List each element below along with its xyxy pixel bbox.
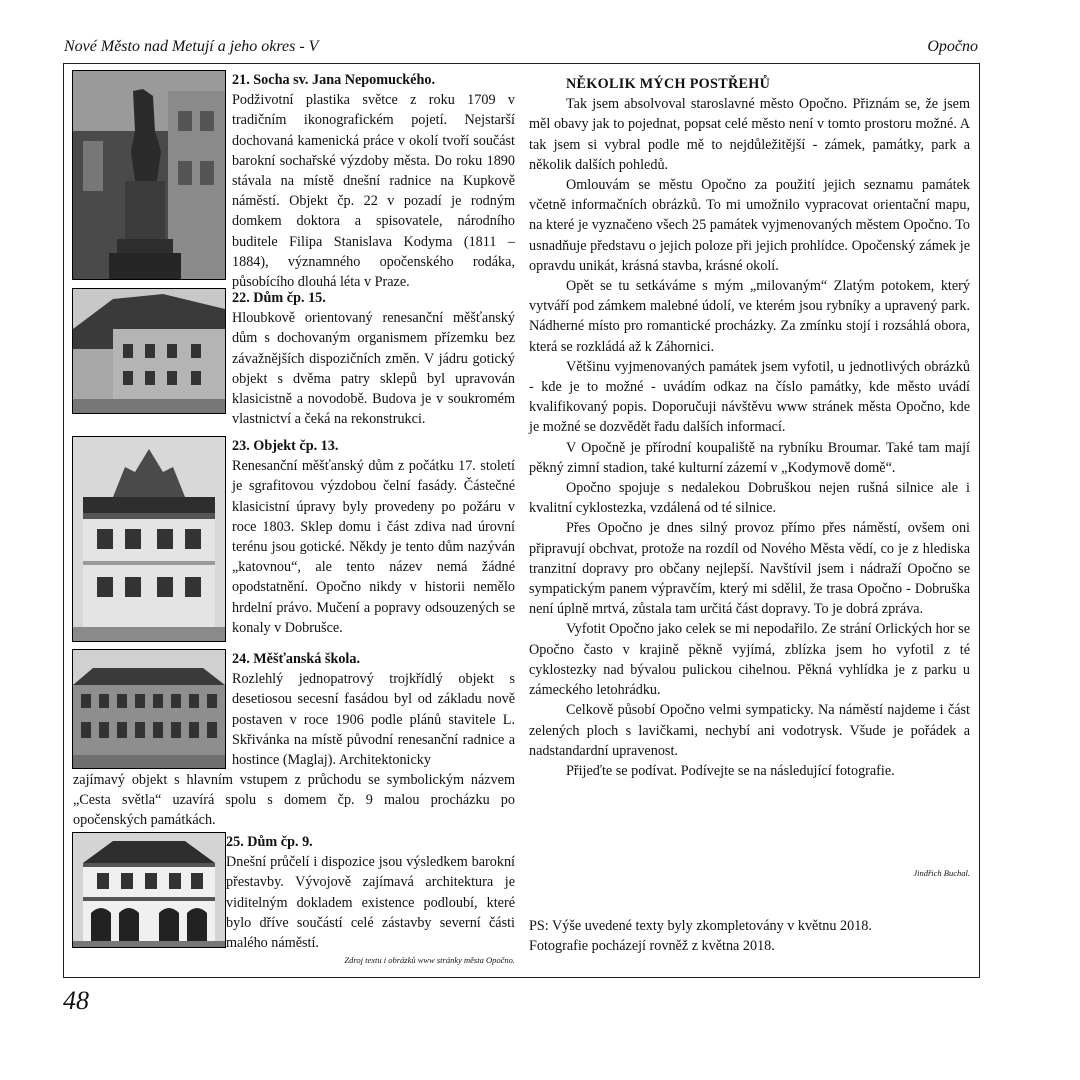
article-paragraph: Omlouvám se městu Opočno za použití jejich seznamu památek včetně informačních obrázků. To mi umožnilo vypracovat orientační mapu, na které je vyznačeno všech 25 památek vyjmenovaných městem Opočno. To usnadňuje představu o jejich poloze při jejich prohlídce. Opočenský zámek je opravdu unikát, krásná stavba, krásné okolí.: [529, 177, 970, 274]
postscript: [529, 916, 959, 956]
photo-object-13: [72, 436, 226, 642]
monument-24-text-continued: zajímavý objekt s hlavním vstupem z průchodu se symbolickým názvem „Cesta světla“ uzavírá spolu s domem čp. 9 malou procházku po opočenských památkách.: [73, 772, 515, 829]
article-paragraph: Většinu vyjmenovaných památek jsem vyfotil, u jednotlivých obrázků - kde je to možné - uvádím odkaz na číslo památky, kde město uvádí kvalifikovaný popis. Doporučuji návštěvu www stránek města Opočno, kde je možné se dozvědět řadu dalších informací.: [529, 358, 970, 436]
page-number: 48: [63, 986, 89, 1015]
article-paragraph: Přijeďte se podívat. Podívejte se na následující fotografie.: [566, 762, 895, 779]
monument-25: [226, 832, 515, 953]
photo-school: [72, 649, 226, 769]
monument-22-title: 22. Dům čp. 15.: [232, 290, 326, 306]
photo-statue: [72, 70, 226, 280]
article-paragraph: Přes Opočno je dnes silný provoz přímo přes náměstí, ovšem oni připravují obchvat, protože na rozdíl od Nového Města vědí, co je z hlediska tranzitní dopravy pro občany nejlepší. Navštívil jsem i nádraží Opočno se sympatickým panem výpravčím, který mi sdělil, že trasa Opočno - Dobruška není úplně mrtvá, zůstala tam určitá část dopravy. To je dobrá zpráva.: [529, 520, 970, 618]
author-signature: Jindřich Buchal.: [913, 868, 970, 878]
monument-21-title: 21. Socha sv. Jana Nepomuckého.: [232, 72, 435, 88]
monument-25-title: 25. Dům čp. 9.: [226, 834, 313, 850]
article-paragraph: Vyfotit Opočno jako celek se mi nepodařilo. Ze strání Orlických hor se Opočno často v krajině pěkně vyjímá, zblízka jsem ho vyfotil z té cyklostezky nad bývalou pulickou cihelnou. Pěkná vyhlídka je z parku u zámeckého letohrádku.: [529, 621, 970, 699]
monument-23-title: 23. Objekt čp. 13.: [232, 438, 339, 454]
article: [529, 74, 970, 781]
article-paragraph: Opočno spojuje s nedalekou Dobruškou nejen rušná silnice ale i kvalitní cyklostezka, vzdálená od té silnice.: [529, 480, 970, 517]
source-note: Zdroj textu i obrázků www stránky města Opočno.: [344, 955, 515, 965]
postscript-line: PS: Výše uvedené texty byly zkompletovány v květnu 2018.: [529, 918, 872, 934]
monument-24: [232, 649, 515, 770]
monument-23: [232, 436, 515, 638]
running-header-left: Nové Město nad Metují a jeho okres - V: [64, 38, 319, 55]
monument-24-title: 24. Měšťanská škola.: [232, 651, 361, 667]
postscript-line: Fotografie pocházejí rovněž z května 2018.: [529, 938, 775, 955]
monument-25-text: Dnešní průčelí i dispozice jsou výsledkem barokní přestavby. Vývojově zajímavá architektura je viditelným dokladem existence podloubí, které bylo dříve součástí celé zástavby severní části malého náměstí.: [226, 854, 515, 952]
monument-22-text: Hloubkově orientovaný renesanční měšťanský dům s dochovaným organismem přízemku bez závažnějších dispozičních změn. V jádru gotický objekt s dvěma patry sklepů byl upravován klasicistně a novodobě. Budova je v soukromém vlastnictví a čeká na rekonstrukci.: [232, 310, 515, 428]
monument-24-text: Rozlehlý jednopatrový trojkřídlý objekt s desetiosou secesní fasádou byl od základu nově postaven v roce 1906 podle plánů stavitele L. Skřivánka na místě původní renesanční radnice a hostince (Maglaj). Architektonicky: [232, 671, 515, 769]
monument-21: [232, 70, 515, 292]
article-paragraph: Tak jsem absolvoval staroslavné město Opočno. Přiznám se, že jsem měl obavy jak to pojednat, popsat celé město není v tomto prostoru možné. A tak jsem si vybral podle mě to nejdůležitější - zámek, památky, park a několik dalších pohledů.: [529, 96, 970, 173]
monument-21-text: Podživotní plastika světce z roku 1709 v tradičním ikonografickém pojetí. Nejstarší dochovaná kamenická práce v okolí tvoří součást barokní sochařské výzdoby města. Do roku 1890 stávala na místě dnešní radnice na Kupkově náměstí. Objekt čp. 22 v pozadí je rodným domkem doktora a spisovatele, národního buditele Filipa Stanislava Kodyma (1811 – 1884), významného opočenského rodáka, působícího dlouhá léta v Praze.: [232, 92, 515, 291]
article-paragraph: V Opočně je přírodní koupaliště na rybníku Broumar. Také tam mají pěkný zimní stadion, také kulturní zázemí v „Kodymově domě“.: [529, 439, 970, 476]
photo-house-15: [72, 288, 226, 414]
article-paragraph: Celkově působí Opočno velmi sympaticky. Na náměstí najdeme i část zelených ploch s lavičkami, nechybí ani vodotrysk. Všude je pořádek a nadstandardní upravenost.: [529, 702, 970, 759]
running-header-right: Opočno: [927, 38, 978, 55]
article-heading: NĚKOLIK MÝCH POSTŘEHŮ: [566, 76, 771, 92]
monument-23-text: Renesanční měšťanský dům z počátku 17. století je sgrafitovou výzdobou čelní fasády. Částečné klasicistní úpravy byly provedeny po požáru v roce 1803. Sklep domu i část zdiva nad úrovní terénu jsou gotické. Někdy je tento dům nazýván „katovnou“, ale tento název nemá žádné opodstatnění. Opočno nikdy v historii nemělo hrdelní právo. Mučení a popravy odsouzených se konaly v Dobrušce.: [232, 458, 515, 636]
photo-house-9: [72, 832, 226, 948]
monument-22: [232, 288, 515, 429]
article-paragraph: Opět se tu setkáváme s mým „milovaným“ Zlatým potokem, který vytváří pod zámkem malebné údolí, ve kterém jsou rybníky a upravený park. Nádherné místo pro romantické procházky. Za zmínku stojí i rozsáhlá obora, která se rozkládá až k Záhornici.: [529, 278, 970, 355]
